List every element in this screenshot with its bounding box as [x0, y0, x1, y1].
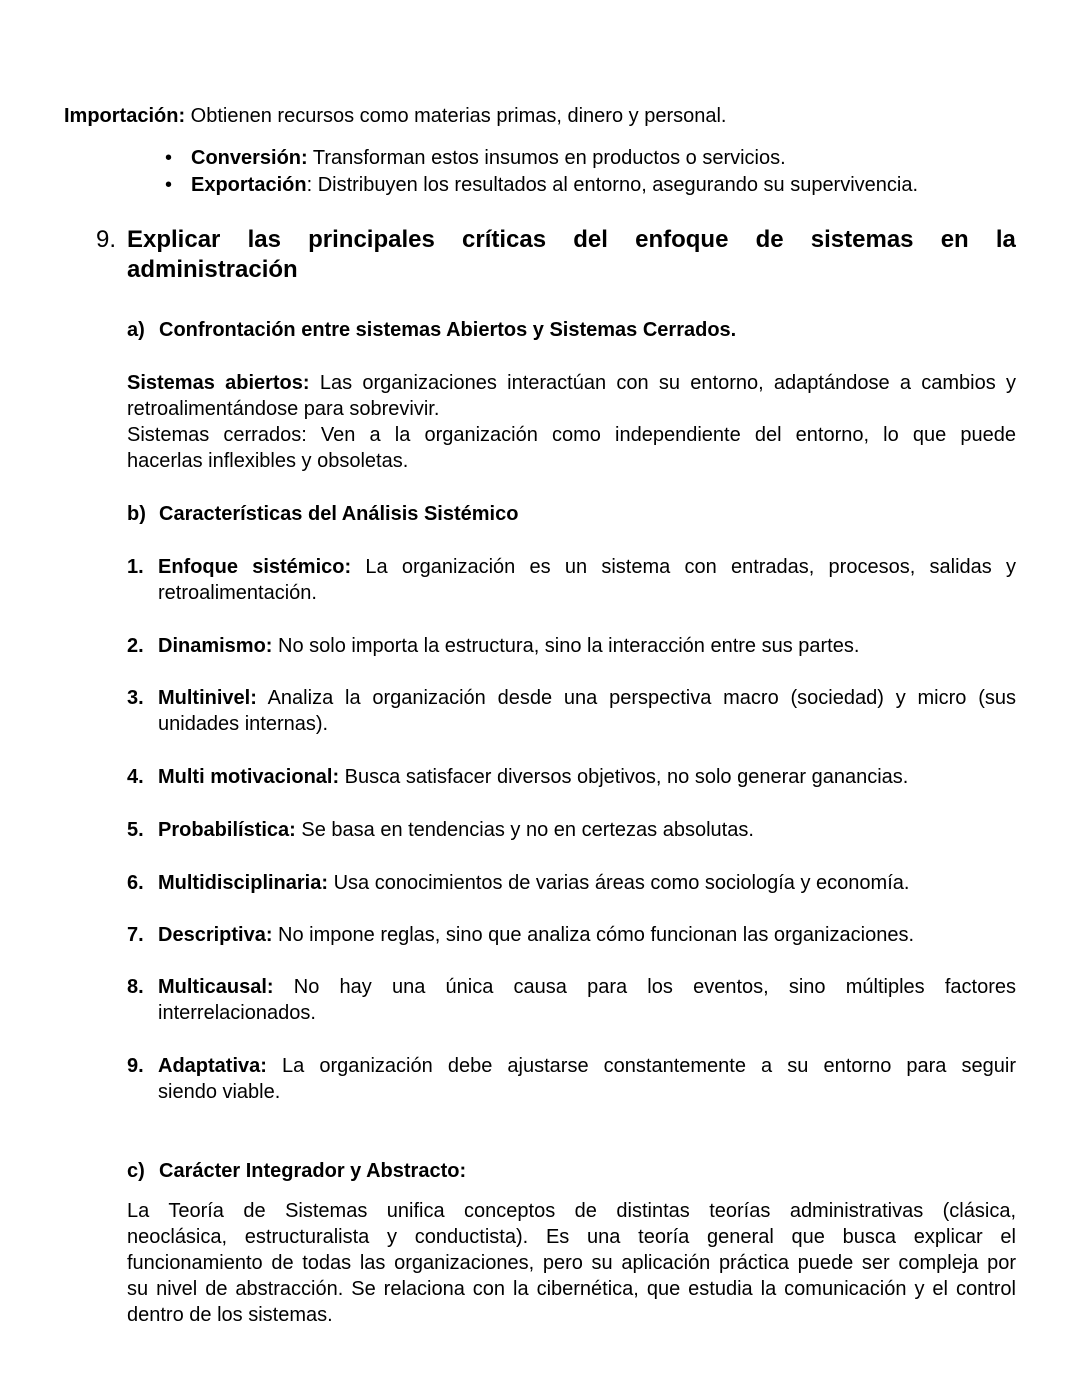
bullet-item-conversion: [165, 145, 918, 172]
item-line1: [158, 974, 1016, 1000]
abiertos-label: Sistemas abiertos:: [127, 372, 310, 394]
title-word: la: [995, 226, 1016, 253]
item-number: 4.: [127, 766, 144, 788]
item-number: 9.: [127, 1055, 144, 1077]
item-text: No solo importa la estructura, sino la interacción entre sus partes.: [272, 635, 860, 657]
item-text: Usa conocimientos de varias áreas como sociología y economía.: [328, 872, 910, 894]
title-word: sistemas: [810, 226, 914, 253]
bullet-label: Exportación: [191, 174, 307, 196]
item-number: 8.: [127, 976, 144, 998]
subheading-c-label: c): [127, 1160, 145, 1182]
abiertos-text: Las organizaciones interactúan con su entorno, adaptándose a cambios y: [309, 372, 1016, 394]
item-number: 3.: [127, 687, 144, 709]
bullet-label: Conversión:: [191, 147, 308, 169]
item-label: Probabilística:: [158, 819, 296, 841]
item-text: Busca satisfacer diversos objetivos, no solo generar ganancias.: [339, 766, 909, 788]
item-line1: [158, 817, 1016, 843]
final-paragraph: [127, 1198, 1016, 1328]
item-line1: [158, 685, 1016, 711]
subheading-a: [127, 317, 736, 343]
item-label: Descriptiva:: [158, 924, 273, 946]
subheading-c-title: Carácter Integrador y Abstracto:: [159, 1160, 467, 1182]
title-word: principales: [308, 226, 435, 253]
item-line1: [158, 870, 1016, 896]
final-line: funcionamiento de todas las organizaciones, pero su aplicación práctica puede ser compleja por: [127, 1252, 1016, 1274]
item-label: Multicausal:: [158, 976, 274, 998]
item-label: Multi motivacional:: [158, 766, 340, 788]
subheading-b: [127, 501, 518, 527]
final-line: La Teoría de Sistemas unifica conceptos de distintas teorías administrativas (clásica,: [127, 1200, 1016, 1222]
title-word: en: [940, 226, 969, 253]
item-label: Multidisciplinaria:: [158, 872, 329, 894]
item-line1: [158, 633, 1016, 659]
item-line2: unidades internas).: [158, 713, 329, 735]
title-word: Explicar: [127, 226, 221, 253]
bullet-text: : Distribuyen los resultados al entorno, asegurando su supervivencia.: [306, 174, 919, 196]
final-line: su nivel de abstracción. Se relaciona con la cibernética, que estudia la comunicación y el control: [127, 1278, 1016, 1300]
section-9-title-line2: administración: [127, 256, 298, 283]
item-label: Multinivel:: [158, 687, 257, 709]
title-word: las: [247, 226, 281, 253]
item-text: Se basa en tendencias y no en certezas absolutas.: [295, 819, 754, 841]
item-text: La organización debe ajustarse constantemente a su entorno para seguir: [266, 1055, 1016, 1077]
cerrados-line2: hacerlas inflexibles y obsoletas.: [127, 450, 409, 472]
subheading-b-title: Características del Análisis Sistémico: [159, 503, 519, 525]
item-label: Dinamismo:: [158, 635, 273, 657]
final-line: dentro de los sistemas.: [127, 1304, 333, 1326]
item-text: No hay una única causa para los eventos, sino múltiples factores: [273, 976, 1016, 998]
bullet-dot-icon: •: [165, 174, 173, 196]
subheading-a-label: a): [127, 319, 145, 341]
item-line1: [158, 1053, 1016, 1079]
item-line1: [158, 922, 1016, 948]
item-text: No impone reglas, sino que analiza cómo funcionan las organizaciones.: [272, 924, 914, 946]
title-word: críticas: [462, 226, 547, 253]
sistemas-abiertos-paragraph: [127, 370, 1016, 474]
item-number: 1.: [127, 556, 144, 578]
final-line: neoclásica, estructuralista y conductista). Es una teoría general que busca explicar el: [127, 1226, 1016, 1248]
item-line1: [158, 554, 1016, 580]
item-line2: interrelacionados.: [158, 1002, 316, 1024]
item-text: La organización es un sistema con entradas, procesos, salidas y: [351, 556, 1016, 578]
abiertos-line2: retroalimentándose para sobrevivir.: [127, 398, 440, 420]
item-line2: retroalimentación.: [158, 582, 317, 604]
item-line2: siendo viable.: [158, 1081, 281, 1103]
title-word: enfoque: [635, 226, 729, 253]
section-9-number: 9.: [96, 226, 117, 253]
item-text: Analiza la organización desde una perspectiva macro (sociedad) y micro (sus: [256, 687, 1016, 709]
item-number: 6.: [127, 872, 144, 894]
title-word: del: [573, 226, 608, 253]
item-label: Adaptativa:: [158, 1055, 267, 1077]
bullet-list: [165, 145, 919, 199]
section-9-title-line1: [127, 225, 1016, 255]
importacion-line: [64, 103, 726, 129]
abiertos-line1: [127, 370, 1016, 396]
bullet-item-exportacion: [165, 172, 919, 199]
item-line1: [158, 764, 1016, 790]
importacion-text: Obtienen recursos como materias primas, dinero y personal.: [185, 105, 727, 127]
importacion-label: Importación:: [64, 105, 186, 127]
subheading-c: [127, 1158, 466, 1184]
subheading-a-title: Confrontación entre sistemas Abiertos y Sistemas Cerrados.: [159, 319, 737, 341]
item-number: 2.: [127, 635, 144, 657]
subheading-b-label: b): [127, 503, 146, 525]
bullet-dot-icon: •: [165, 147, 173, 169]
item-label: Enfoque sistémico:: [158, 556, 352, 578]
bullet-text: Transforman estos insumos en productos o servicios.: [307, 147, 786, 169]
cerrados-line1: Sistemas cerrados: Ven a la organización como independiente del entorno, lo que puede: [127, 424, 1016, 446]
title-word: de: [755, 226, 784, 253]
item-number: 5.: [127, 819, 144, 841]
item-number: 7.: [127, 924, 144, 946]
